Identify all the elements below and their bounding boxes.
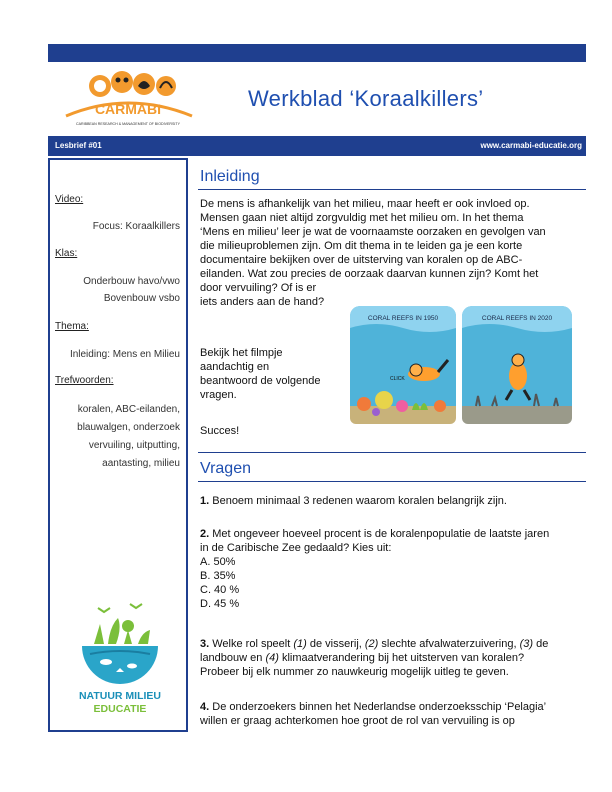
sidebar: [48, 158, 188, 732]
lesbrief-number: Lesbrief #01: [55, 141, 102, 150]
natuur-milieu-educatie-logo: [76, 596, 164, 716]
vragen-heading: Vragen: [200, 460, 251, 477]
inleiding-divider: [198, 189, 586, 190]
trefwoord-line-3: vervuiling, uitputting,: [88, 440, 180, 451]
trefwoord-line-4: aantasting, milieu: [102, 458, 180, 469]
thema-label: Thema:: [55, 321, 89, 332]
svg-text:CORAL REEFS IN 2020: CORAL REEFS IN 2020: [481, 315, 553, 322]
trefwoord-line-2: blauwalgen, onderzoek: [77, 422, 180, 433]
question-2: 2. Met ongeveer hoeveel procent is de koralenpopulatie de laatste jaren in de Caribische Zee gedaald? Kies uit: A. 50% B. 35% C. 40 % D. 45 %: [200, 527, 590, 611]
top-banner: [48, 44, 586, 62]
svg-text:CORAL REEFS IN 1950: CORAL REEFS IN 1950: [367, 315, 439, 322]
option-b: B. 35%: [200, 570, 236, 582]
svg-text:NATUUR MILIEU: NATUUR MILIEU: [78, 690, 162, 702]
page-header: [48, 62, 586, 136]
thema-value: Inleiding: Mens en Milieu: [69, 349, 180, 360]
info-bar: [48, 136, 586, 156]
option-c: C. 40 %: [200, 584, 240, 596]
klas-value-1: Onderbouw havo/vwo: [83, 276, 180, 287]
svg-text:CARIBBEAN RESEARCH & MANAGEMEN: CARIBBEAN RESEARCH & MANAGEMENT OF BIODIVERSITY: [76, 122, 180, 126]
option-a: A. 50%: [200, 556, 236, 568]
inleiding-paragraph: De mens is afhankelijk van het milieu, maar heeft er ook invloed op. Mensen gaan niet altijd zorgvuldig met het milieu om. In het thema ‘Mens en milieu’ leer je wat de voornaamste oorzaken en gevolgen van die milieuproblemen zijn. Om dit thema in te leiden ga je een korte documentaire bekijken over de uitsterving van koralen op de ABC- eilanden. Wat zou precies de oorzaak daarvan kunnen zijn? Komt het door vervuiling? Of is er iets anders aan de hand?: [200, 198, 546, 308]
vragen-top-divider: [198, 452, 586, 453]
option-d: D. 45 %: [200, 598, 240, 610]
klas-label: Klas:: [55, 248, 78, 259]
question-4: 4. De onderzoekers binnen het Nederlandse onderzoeksschip ‘Pelagia’ willen er graag achterkomen hoe groot de rol van vervuiling is op: [200, 701, 547, 727]
klas-value-2: Bovenbouw vsbo: [103, 293, 180, 304]
carmabi-logo: [58, 68, 198, 130]
page-title: Werkblad ‘Koraalkillers’: [248, 86, 484, 111]
cartoon-coral-reefs-2020: [462, 306, 572, 424]
video-label: Video:: [55, 194, 84, 205]
trefwoorden-label: Trefwoorden:: [55, 375, 114, 386]
instruction-text: Bekijk het filmpje aandachtig en beantwoord de volgende vragen.: [200, 347, 321, 401]
svg-text:CARMABI: CARMABI: [94, 101, 162, 117]
question-3: 3. Welke rol speelt (1) de visserij, (2) slechte afvalwaterzuivering, (3) de landbouw en (4) klimaatverandering bij het uitsterven van koralen? Probeer bij elk nummer zo nauwkeurig mogelijk uitleg te geven.: [200, 638, 549, 678]
cartoon-coral-reefs-1950: [350, 306, 456, 424]
website-link[interactable]: www.carmabi-educatie.org: [480, 141, 582, 150]
video-value: Focus: Koraalkillers: [92, 221, 180, 232]
inleiding-heading: Inleiding: [200, 168, 260, 185]
succes-text: Succes!: [200, 425, 240, 437]
trefwoord-line-1: koralen, ABC-eilanden,: [77, 404, 180, 415]
vragen-divider: [198, 481, 586, 482]
svg-text:EDUCATIE: EDUCATIE: [93, 703, 147, 715]
question-1: 1. Benoem minimaal 3 redenen waarom koralen belangrijk zijn.: [200, 495, 507, 507]
svg-text:CLICK: CLICK: [390, 376, 405, 382]
